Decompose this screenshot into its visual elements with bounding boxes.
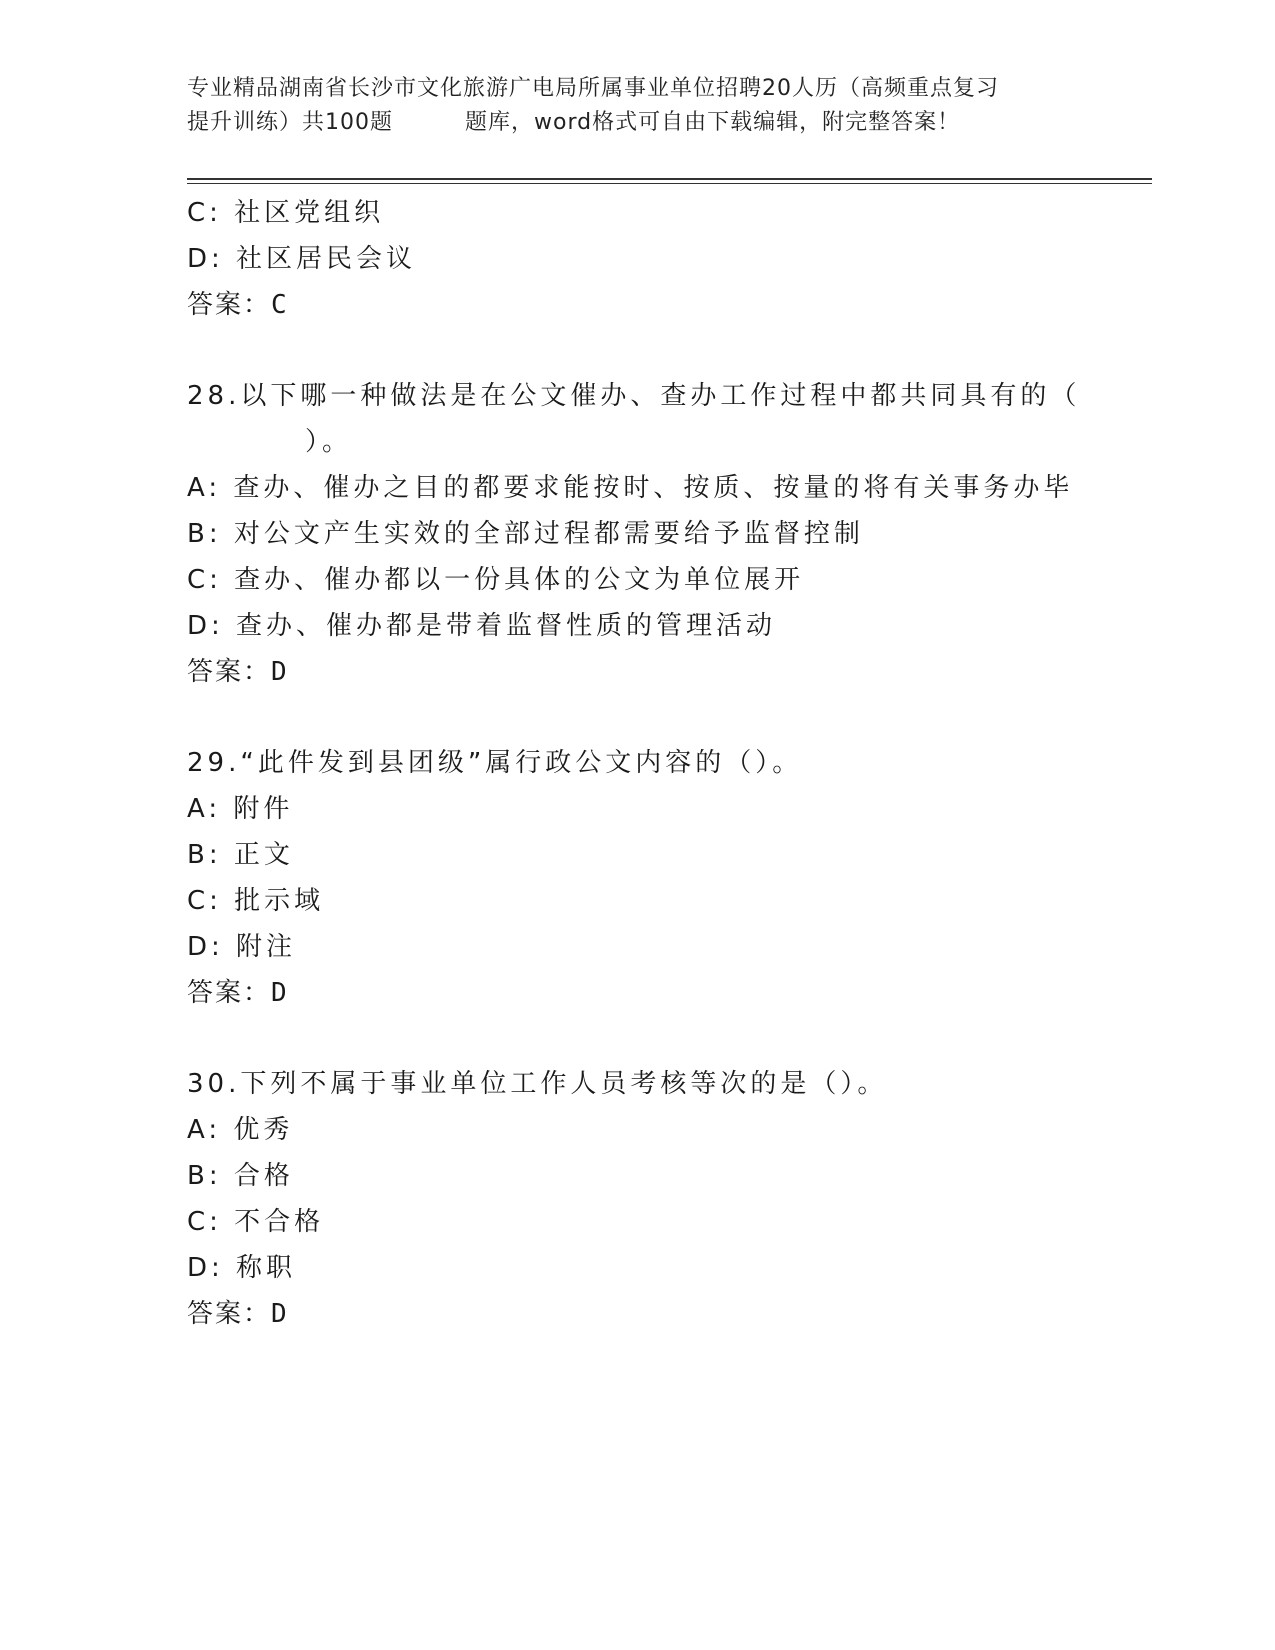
option-c: C: 不合格 <box>187 1207 325 1237</box>
option-d: D: 附注 <box>187 932 297 962</box>
option-c: C: 社区党组织 <box>187 198 385 228</box>
option-d: D: 社区居民会议 <box>187 244 417 274</box>
answer-label: 答案： <box>187 978 272 1008</box>
question-stem-continued: ）。 <box>305 427 353 457</box>
answer-label: 答案： <box>187 657 272 687</box>
option-b: B: 正文 <box>187 840 294 870</box>
answer-line <box>187 970 1087 1016</box>
option-b: B: 合格 <box>187 1161 294 1191</box>
answer-line <box>187 649 1087 695</box>
question-stem: 28.以下哪一种做法是在公文催办、查办工作过程中都共同具有的（ <box>187 381 1081 411</box>
answer-line <box>187 282 1087 328</box>
option-d: D: 查办、催办都是带着监督性质的管理活动 <box>187 611 777 641</box>
question-stem: 30.下列不属于事业单位工作人员考核等次的是（）。 <box>187 1069 888 1099</box>
header-divider-thin <box>187 183 1152 184</box>
answer-line <box>187 1291 1087 1337</box>
option-b: B: 对公文产生实效的全部过程都需要给予监督控制 <box>187 519 864 549</box>
header-line-2-right: 题库，word格式可自由下载编辑，附完整答案！ <box>465 110 961 135</box>
header-line-1: 专业精品湖南省长沙市文化旅游广电局所属事业单位招聘20人历（高频重点复习 <box>187 76 999 101</box>
question-block-30 <box>187 1061 1087 1337</box>
header-line-2 <box>187 106 1087 140</box>
question-list <box>187 190 1087 1337</box>
option-c: C: 批示域 <box>187 886 325 916</box>
option-d: D: 称职 <box>187 1253 297 1283</box>
option-a: A: 查办、催办之目的都要求能按时、按质、按量的将有关事务办毕 <box>187 473 1074 503</box>
answer-value: D <box>271 1299 288 1329</box>
option-a: A: 优秀 <box>187 1115 294 1145</box>
question-block-29 <box>187 740 1087 1016</box>
option-c: C: 查办、催办都以一份具体的公文为单位展开 <box>187 565 805 595</box>
header-line-2-left: 提升训练）共100题 <box>187 110 393 135</box>
page-header <box>187 72 1087 140</box>
answer-label: 答案： <box>187 290 272 320</box>
question-block-27-tail <box>187 190 1087 328</box>
answer-label: 答案： <box>187 1299 272 1329</box>
answer-value: D <box>271 978 288 1008</box>
question-stem: 29.“此件发到县团级”属行政公文内容的（）。 <box>187 748 803 778</box>
header-divider-thick <box>187 178 1152 180</box>
option-a: A: 附件 <box>187 794 294 824</box>
question-block-28 <box>187 373 1087 695</box>
answer-value: C <box>271 290 288 320</box>
answer-value: D <box>271 657 288 687</box>
